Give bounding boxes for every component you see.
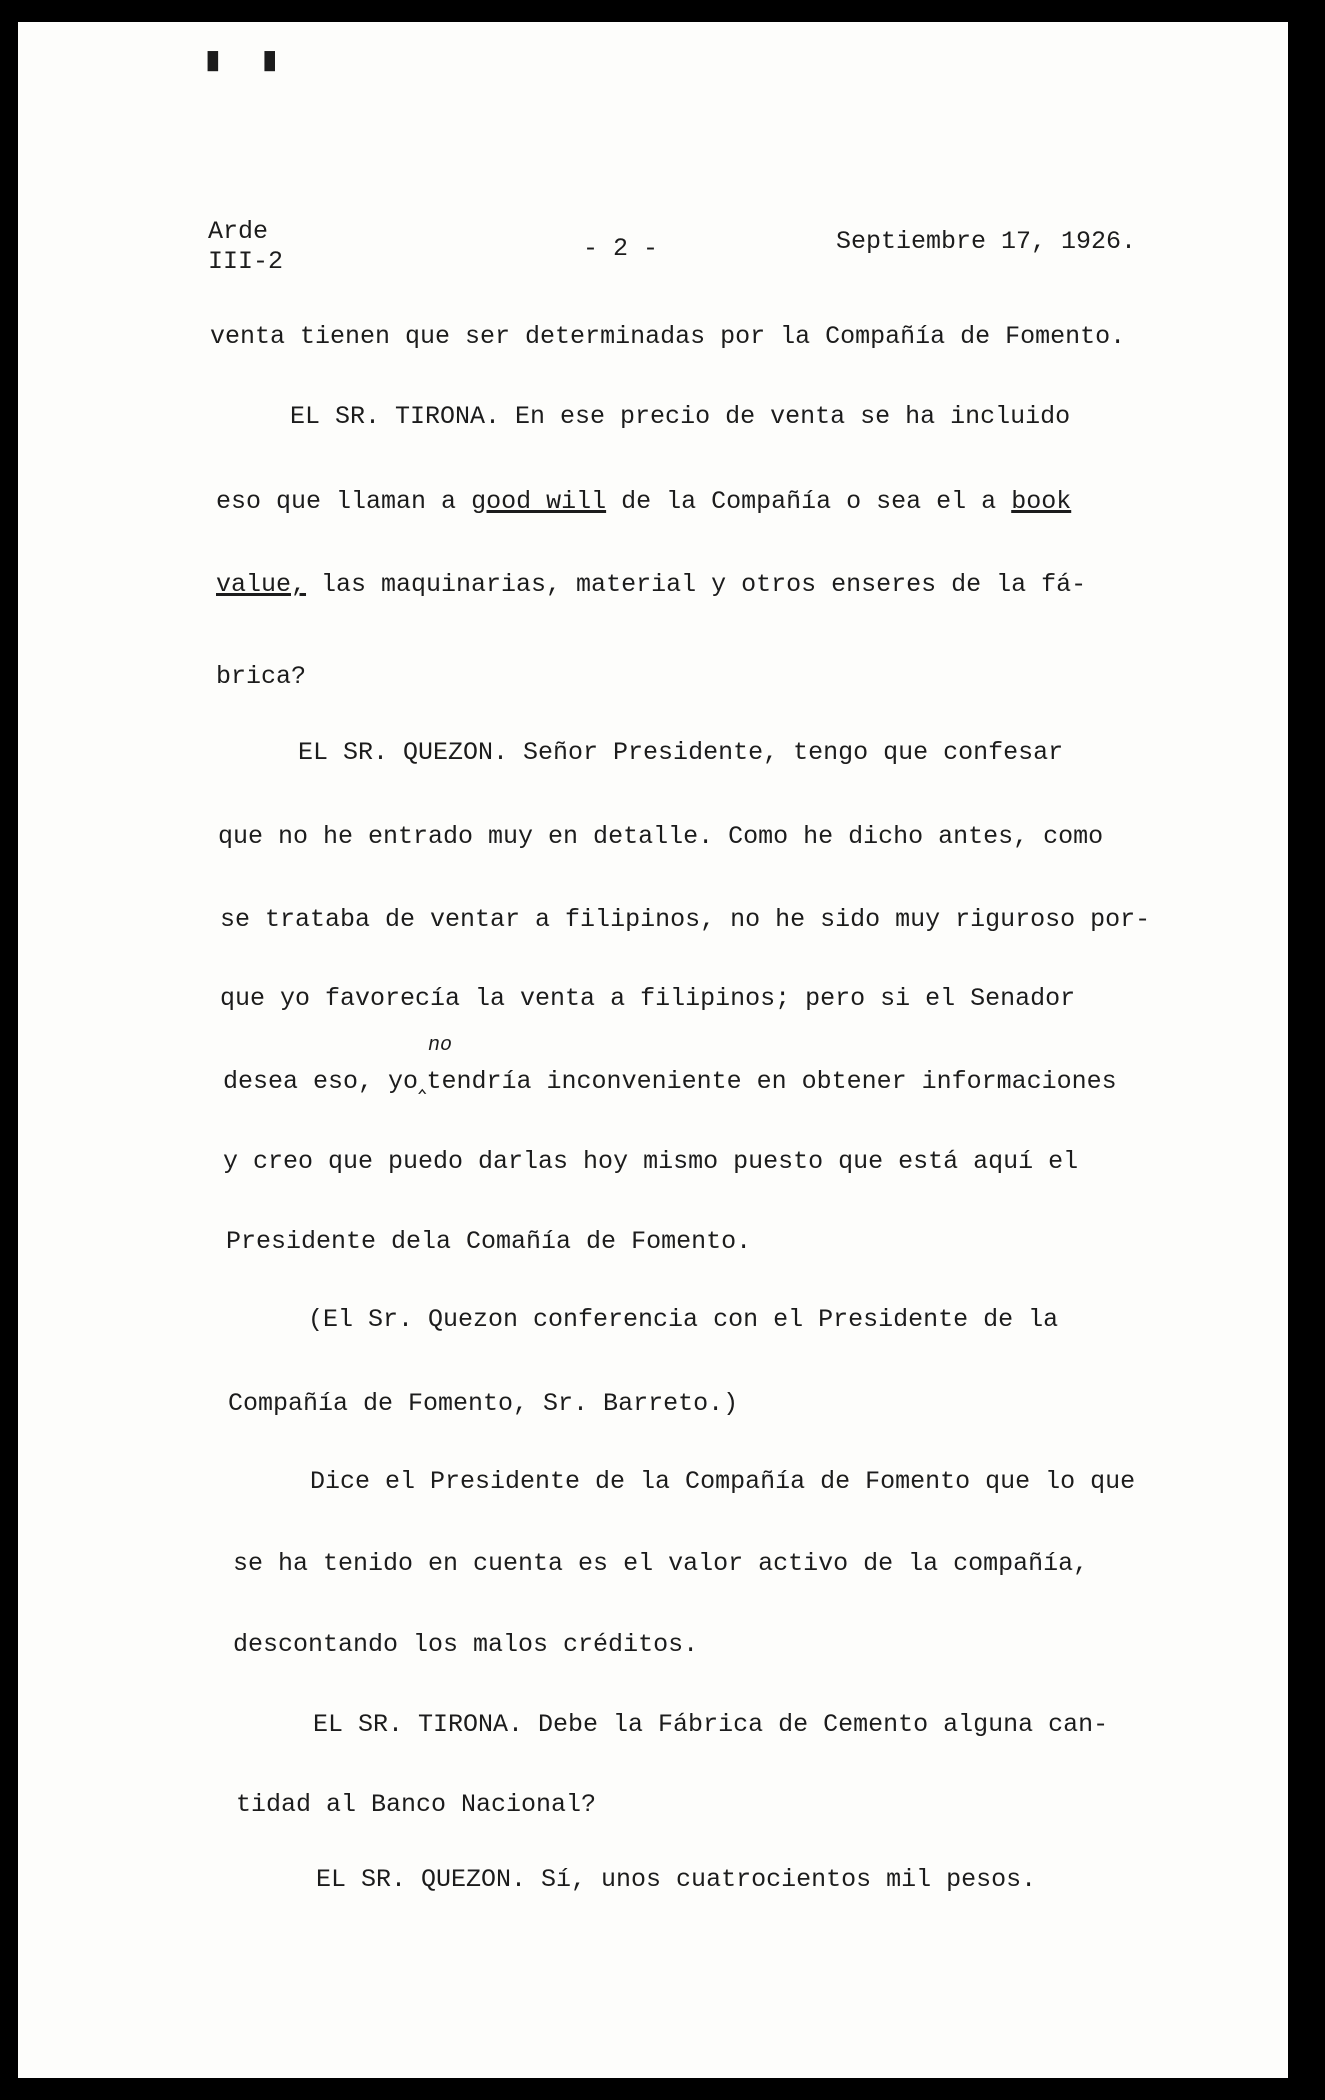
text-line-4 <box>216 570 1086 600</box>
strike-mark: a <box>441 487 457 516</box>
text-line-2: EL SR. TIRONA. En ese precio de venta se ha incluido <box>290 402 1071 431</box>
corner-marks: ▘ ▘ <box>208 56 294 94</box>
document-page <box>18 22 1288 2078</box>
text-line-18: EL SR. TIRONA. Debe la Fábrica de Cemento alguna can- <box>313 1710 1109 1739</box>
text-line-16: se ha tenido en cuenta es el valor activo de la compañía, <box>233 1549 1089 1578</box>
text-line-8: se trataba de ventar a filipinos, no he sido muy riguroso por- <box>220 905 1151 934</box>
text-line-9: que yo favorecía la venta a filipinos; pero si el Senador <box>220 984 1076 1013</box>
text-fragment: tendría inconveniente en obtener informaciones <box>426 1067 1117 1096</box>
text-line-10 <box>223 1067 1117 1097</box>
underlined-value: value, <box>216 570 307 599</box>
underlined-good-will: good will <box>471 487 607 516</box>
document-code <box>208 217 283 277</box>
text-line-12: Presidente dela Comañía de Fomento. <box>226 1227 752 1256</box>
text-line-7: que no he entrado muy en detalle. Como he dicho antes, como <box>218 822 1104 851</box>
text-fragment: de la Compañía o sea el <box>606 487 982 516</box>
text-line-20: EL SR. QUEZON. Sí, unos cuatrocientos mil pesos. <box>316 1865 1037 1894</box>
handwritten-insert: no <box>428 1034 453 1057</box>
strike-mark: a <box>981 487 997 516</box>
text-fragment: eso que llaman <box>216 487 442 516</box>
text-line-1: venta tienen que ser determinadas por la Compañía de Fomento. <box>210 322 1126 351</box>
text-line-3 <box>216 487 1071 517</box>
document-code-line2: III-2 <box>208 247 284 276</box>
text-line-19: tidad al Banco Nacional? <box>236 1790 597 1819</box>
text-fragment: las maquinarias, material y otros enseres de la fá- <box>306 570 1087 599</box>
text-fragment: desea eso, yo <box>223 1067 419 1096</box>
page-number: - 2 - <box>583 234 659 263</box>
text-line-11: y creo que puedo darlas hoy mismo puesto que está aquí el <box>223 1147 1079 1176</box>
underlined-book: book <box>1011 487 1072 516</box>
caret-mark: ‸ <box>418 1067 427 1096</box>
text-line-14: Compañía de Fomento, Sr. Barreto.) <box>228 1389 739 1418</box>
text-line-6: EL SR. QUEZON. Señor Presidente, tengo que confesar <box>298 738 1064 767</box>
text-line-17: descontando los malos créditos. <box>233 1630 699 1659</box>
text-line-15: Dice el Presidente de la Compañía de Fomento que lo que <box>310 1467 1136 1496</box>
document-date: Septiembre 17, 1926. <box>836 227 1137 256</box>
text-line-5: brica? <box>216 662 307 691</box>
text-line-13: (El Sr. Quezon conferencia con el Presidente de la <box>308 1305 1059 1334</box>
document-code-line1: Arde <box>208 217 269 246</box>
